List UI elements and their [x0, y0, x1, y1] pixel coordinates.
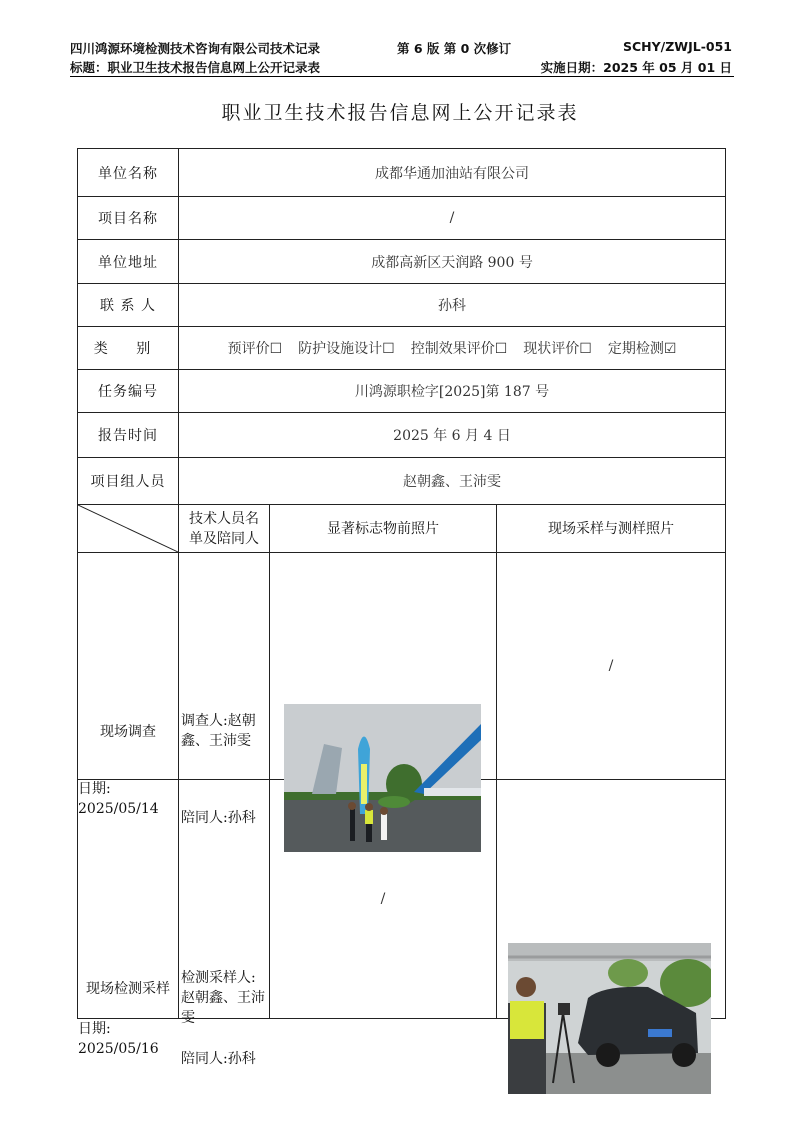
value-contact: 孙科: [179, 284, 726, 327]
surveyor-line1: 调查人:赵朝: [181, 713, 256, 729]
survey-stage-label: 现场调查: [100, 724, 156, 740]
field-sampling-photo: [508, 943, 711, 1094]
document-code: SCHY/ZWJL-051: [622, 39, 732, 54]
unchecked-box-icon: ☐: [269, 341, 283, 357]
company-record-title: 四川鸿源环境检测技术咨询有限公司技术记录: [70, 41, 321, 56]
category-option-label: 防护设施设计: [298, 341, 383, 357]
label-task-number: 任务编号: [78, 370, 179, 413]
header-divider: [70, 76, 734, 77]
staff-column-header: [179, 505, 270, 553]
category-control-effect: [411, 338, 508, 358]
row-task-number: [78, 370, 726, 413]
survey-staff-cell: [179, 553, 270, 826]
row-project-name: [78, 197, 726, 240]
detection-sampling-photo-cell: [497, 780, 726, 1019]
value-project-name: /: [179, 197, 726, 240]
version-info: 第 6 版 第 0 次修订: [397, 41, 512, 56]
row-unit-address: [78, 240, 726, 284]
row-contact: [78, 284, 726, 327]
detection-stage-label: 现场检测采样: [86, 981, 170, 997]
label-category: 类 别: [78, 327, 179, 370]
category-option-label: 现状评价: [523, 341, 580, 357]
record-table: [77, 148, 726, 1067]
category-option-label: 预评价: [227, 341, 270, 357]
page-title: 职业卫生技术报告信息网上公开记录表: [221, 102, 579, 124]
detection-landmark-photo-cell: /: [270, 780, 497, 1019]
detection-date-label: 日期:: [78, 1021, 111, 1037]
effective-date: 实施日期：2025 年 05 月 01 日: [540, 60, 732, 75]
sampler-line1: 检测采样人:: [181, 970, 256, 986]
survey-companion: 陪同人:孙科: [181, 810, 256, 826]
sampler-line3: 雯: [181, 1010, 195, 1026]
value-project-team: 赵朝鑫、王沛雯: [179, 458, 726, 505]
survey-date: 2025/05/14: [78, 801, 159, 817]
unchecked-box-icon: ☐: [579, 341, 592, 357]
photo-header-row: [78, 505, 726, 553]
sampling-photo-column-header: 现场采样与测样照片: [497, 505, 726, 553]
landmark-photo-column-header: 显著标志物前照片: [270, 505, 497, 553]
value-report-time: 2025 年 6 月 4 日: [179, 413, 726, 458]
survey-date-label: 日期:: [78, 781, 111, 797]
gas-station-landmark-photo: [284, 704, 481, 852]
diagonal-header-cell: [78, 505, 179, 553]
unchecked-box-icon: ☐: [382, 341, 395, 357]
category-pre-evaluation: [228, 338, 283, 358]
header-title: 标题：职业卫生技术报告信息网上公开记录表: [70, 60, 321, 75]
row-project-team: [78, 458, 726, 505]
row-category: [78, 327, 726, 370]
value-unit-address: 成都高新区天润路 900 号: [179, 240, 726, 284]
category-options: [179, 327, 726, 370]
value-task-number: 川鸿源职检字[2025]第 187 号: [179, 370, 726, 413]
category-option-label: 控制效果评价: [410, 341, 495, 357]
label-project-name: 项目名称: [78, 197, 179, 240]
row-report-time: [78, 413, 726, 458]
category-option-label: 定期检测: [607, 341, 664, 357]
staff-header-line2: 单及陪同人: [189, 530, 259, 547]
checked-box-icon: ☑: [663, 341, 677, 357]
label-project-team: 项目组人员: [78, 458, 179, 505]
survey-stage-cell: [78, 553, 179, 817]
value-unit-name: 成都华通加油站有限公司: [179, 149, 726, 197]
label-contact: 联 系 人: [78, 284, 179, 327]
unchecked-box-icon: ☐: [494, 341, 508, 357]
label-unit-name: 单位名称: [78, 149, 179, 197]
diagonal-line: [78, 505, 178, 552]
detection-companion: 陪同人:孙科: [181, 1051, 256, 1067]
row-unit-name: [78, 149, 726, 197]
label-report-time: 报告时间: [78, 413, 179, 458]
staff-header-line1: 技术人员名: [189, 510, 259, 527]
sampler-line2: 赵朝鑫、王沛: [181, 990, 265, 1006]
survey-row: [78, 553, 726, 780]
survey-sampling-photo-cell: /: [497, 553, 726, 780]
detection-date: 2025/05/16: [78, 1041, 159, 1057]
label-unit-address: 单位地址: [78, 240, 179, 284]
category-status-evaluation: [523, 338, 592, 358]
surveyor-line2: 鑫、王沛雯: [181, 733, 251, 749]
category-protection-design: [298, 338, 395, 358]
category-periodic-detection: [608, 338, 677, 358]
survey-landmark-photo-cell: [270, 553, 497, 780]
